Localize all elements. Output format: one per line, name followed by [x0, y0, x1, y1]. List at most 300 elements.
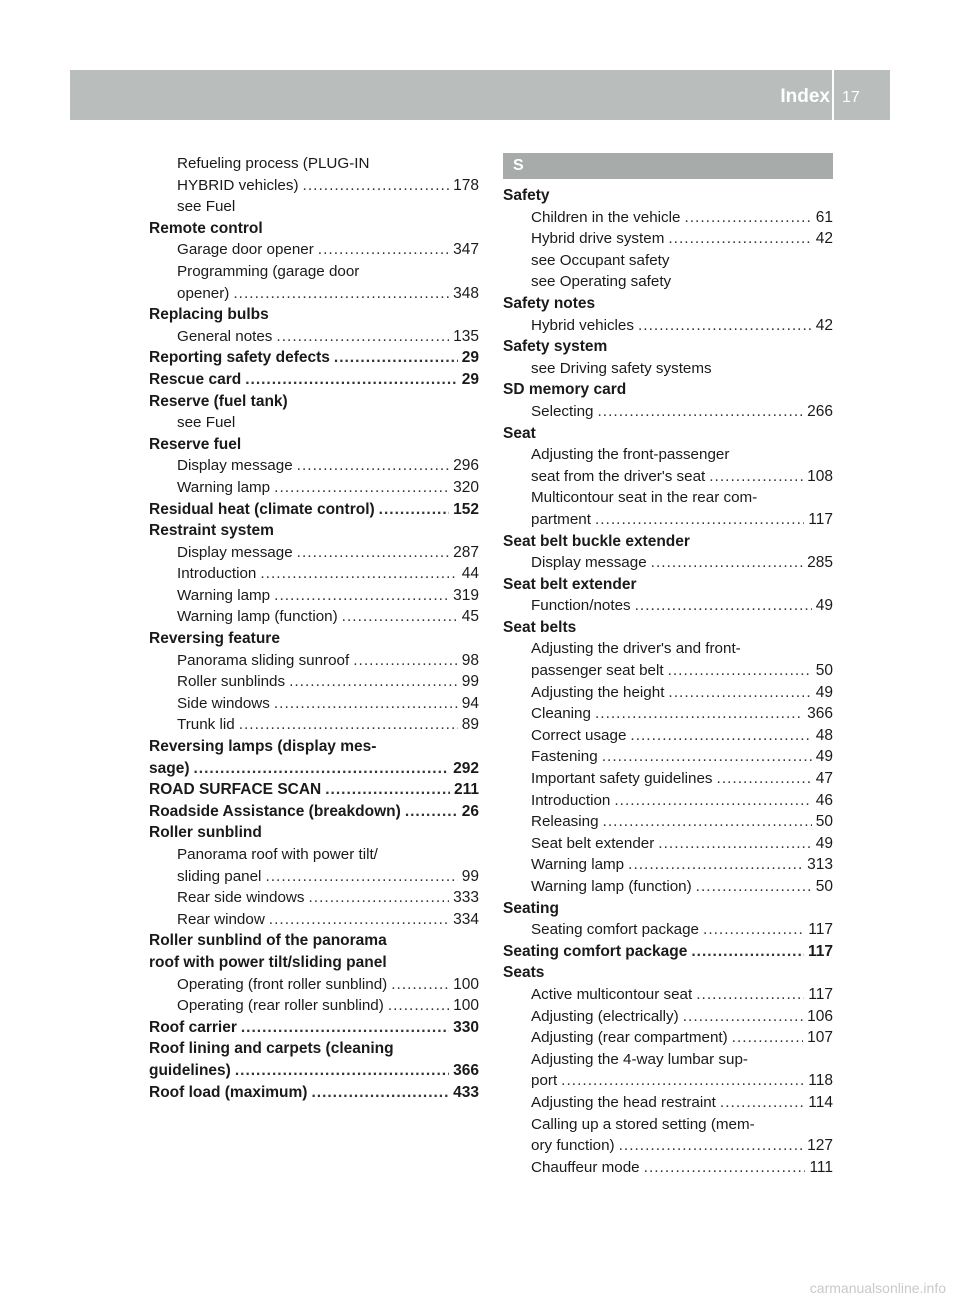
leader-dots: [696, 876, 812, 898]
leader-dots: [696, 984, 804, 1006]
leader-dots: [668, 228, 811, 250]
entry-text: Cleaning: [531, 705, 591, 723]
entry-page-number: 320: [453, 478, 479, 496]
entry-text: Seating comfort package: [531, 921, 700, 939]
entry-page-number: 89: [461, 716, 479, 734]
index-subentry: [149, 671, 479, 693]
leader-dots: [638, 315, 812, 337]
entry-page-number: 50: [815, 662, 833, 680]
leader-dots: [274, 585, 449, 607]
index-subentry: [503, 811, 833, 833]
leader-dots: [269, 909, 449, 931]
index-subentry: [149, 261, 479, 283]
leader-dots: [245, 369, 458, 391]
index-subentry: [503, 358, 833, 380]
entry-text: Rescue card: [149, 370, 242, 388]
entry-text: seat from the driver's seat: [531, 467, 706, 485]
entry-text: guidelines): [149, 1061, 231, 1079]
leader-dots: [194, 758, 450, 780]
entry-page-number: 330: [453, 1018, 479, 1036]
entry-text: ory function): [531, 1137, 615, 1155]
entry-text: Adjusting (electrically): [531, 1007, 679, 1025]
leader-dots: [683, 1006, 803, 1028]
entry-page-number: 99: [461, 673, 479, 691]
index-subentry: [503, 1006, 833, 1028]
index-subentry: [503, 790, 833, 812]
leader-dots: [388, 995, 449, 1017]
entry-page-number: 117: [808, 921, 833, 939]
index-heading: [149, 520, 479, 542]
leader-dots: [703, 919, 804, 941]
entry-text: Adjusting the driver's and front-: [531, 640, 741, 658]
index-subentry: [503, 1049, 833, 1071]
index-subentry: [149, 542, 479, 564]
entry-text: Adjusting the head restraint: [531, 1093, 716, 1111]
entry-text: General notes: [177, 327, 273, 345]
entry-page-number: 29: [461, 370, 479, 388]
entry-page-number: 49: [815, 597, 833, 615]
leader-dots: [668, 660, 812, 682]
entry-text: Rear window: [177, 910, 265, 928]
entry-page-number: 366: [453, 1061, 479, 1079]
entry-page-number: 108: [807, 467, 833, 485]
entry-text: see Fuel: [177, 414, 236, 432]
index-subentry: [149, 693, 479, 715]
entry-text: sliding panel: [177, 867, 262, 885]
index-heading: [149, 1060, 479, 1082]
entry-text: Function/notes: [531, 597, 631, 615]
index-subentry: [503, 552, 833, 574]
index-heading: [503, 962, 833, 984]
leader-dots: [720, 1092, 804, 1114]
entry-page-number: 94: [461, 694, 479, 712]
entry-page-number: 47: [815, 770, 833, 788]
leader-dots: [619, 1135, 804, 1157]
entry-text: Garage door opener: [177, 241, 314, 259]
index-heading: [149, 391, 479, 413]
entry-text: Adjusting the 4-way lumbar sup-: [531, 1050, 748, 1068]
entry-page-number: 348: [453, 284, 479, 302]
entry-page-number: 50: [815, 878, 833, 895]
entry-page-number: 49: [815, 748, 833, 766]
entry-page-number: 292: [453, 759, 479, 777]
leader-dots: [265, 866, 457, 888]
entry-text: Seating: [503, 899, 559, 917]
entry-page-number: 313: [807, 856, 833, 874]
index-subentry: [149, 412, 479, 434]
entry-text: Children in the vehicle: [531, 208, 681, 226]
entry-text: Warning lamp: [177, 586, 271, 604]
leader-dots: [644, 1157, 806, 1179]
entry-text: Programming (garage door: [177, 262, 360, 280]
index-heading: [503, 423, 833, 445]
leader-dots: [668, 682, 811, 704]
index-subentry: [503, 1157, 833, 1179]
leader-dots: [334, 347, 458, 369]
entry-page-number: 114: [808, 1093, 833, 1111]
leader-dots: [353, 650, 458, 672]
entry-page-number: 347: [453, 241, 479, 259]
entry-page-number: 117: [807, 942, 833, 960]
entry-page-number: 117: [808, 510, 833, 528]
index-subentry: [503, 876, 833, 898]
leader-dots: [274, 477, 449, 499]
entry-page-number: 178: [453, 176, 479, 194]
entry-text: Display message: [177, 543, 293, 561]
entry-text: Reversing feature: [149, 630, 280, 648]
entry-page-number: 48: [815, 726, 833, 744]
index-subentry: [503, 1027, 833, 1049]
index-subentry: [503, 725, 833, 747]
header-divider: [832, 70, 834, 120]
leader-dots: [595, 703, 803, 725]
index-heading: [503, 185, 833, 207]
entry-text: Seat: [503, 424, 536, 442]
leader-dots: [260, 563, 457, 585]
entry-page-number: 111: [809, 1158, 833, 1176]
index-heading: [149, 1038, 479, 1060]
index-heading: [149, 347, 479, 369]
entry-text: see Operating safety: [531, 273, 672, 291]
entry-page-number: 98: [461, 651, 479, 669]
entry-text: Display message: [177, 457, 293, 475]
index-heading: [503, 898, 833, 920]
entry-text: see Fuel: [177, 198, 236, 216]
entry-page-number: 49: [815, 834, 833, 852]
entry-text: Seat belts: [503, 618, 577, 636]
leader-dots: [308, 887, 449, 909]
entry-text: passenger seat belt: [531, 662, 664, 680]
leader-dots: [325, 779, 450, 801]
entry-page-number: 99: [461, 867, 479, 885]
index-subentry: [503, 595, 833, 617]
entry-page-number: 118: [808, 1072, 833, 1090]
entry-text: Roller sunblind of the panorama: [149, 932, 387, 950]
entry-text: Reserve (fuel tank): [149, 392, 288, 410]
entry-text: Hybrid vehicles: [531, 316, 634, 334]
entry-text: Panorama sliding sunroof: [177, 651, 350, 669]
index-subentry: [149, 606, 479, 628]
entry-page-number: 100: [453, 975, 479, 993]
leader-dots: [561, 1070, 804, 1092]
leader-dots: [630, 725, 811, 747]
entry-page-number: 135: [453, 327, 479, 345]
index-heading: [503, 574, 833, 596]
entry-text: HYBRID vehicles): [177, 176, 299, 194]
index-subentry: [503, 854, 833, 876]
index-heading: [149, 628, 479, 650]
index-heading: [149, 779, 479, 801]
entry-text: ROAD SURFACE SCAN: [149, 781, 322, 799]
index-heading: [503, 531, 833, 553]
leader-dots: [274, 693, 458, 715]
index-heading: [149, 758, 479, 780]
leader-dots: [233, 283, 449, 305]
leader-dots: [297, 542, 449, 564]
leader-dots: [405, 801, 458, 823]
entry-text: Important safety guidelines: [531, 770, 713, 788]
entry-text: Adjusting (rear compartment): [531, 1029, 728, 1047]
index-subentry: [149, 477, 479, 499]
index-heading: [149, 822, 479, 844]
entry-page-number: 46: [815, 791, 833, 809]
entry-text: partment: [531, 510, 591, 528]
entry-text: Display message: [531, 554, 647, 572]
leader-dots: [239, 714, 458, 736]
index-subentry: [149, 995, 479, 1017]
entry-text: Hybrid drive system: [531, 230, 665, 248]
leader-dots: [717, 768, 812, 790]
entry-page-number: 266: [807, 402, 833, 420]
entry-page-number: 107: [807, 1029, 833, 1047]
entry-page-number: 127: [807, 1137, 833, 1155]
entry-page-number: 285: [807, 554, 833, 572]
index-subentry: [503, 444, 833, 466]
leader-dots: [342, 606, 458, 628]
index-subentry: [149, 563, 479, 585]
entry-page-number: 49: [815, 683, 833, 701]
index-column-left: [149, 153, 479, 1103]
entry-text: Safety system: [503, 338, 608, 356]
index-subentry: [149, 239, 479, 261]
entry-page-number: 29: [461, 349, 479, 367]
index-heading: [503, 379, 833, 401]
index-subentry: [149, 650, 479, 672]
index-heading: [149, 736, 479, 758]
entry-text: Restraint system: [149, 522, 274, 540]
index-subentry: [149, 714, 479, 736]
entry-text: see Driving safety systems: [531, 359, 712, 377]
entry-text: Warning lamp: [177, 478, 271, 496]
index-heading: [149, 952, 479, 974]
leader-dots: [597, 401, 803, 423]
leader-dots: [658, 833, 811, 855]
entry-text: SD memory card: [503, 381, 627, 399]
entry-text: Refueling process (PLUG-IN: [177, 155, 370, 172]
leader-dots: [651, 552, 803, 574]
entry-text: Reporting safety defects: [149, 349, 330, 367]
entry-text: Seat belt extender: [503, 575, 637, 593]
index-subentry: [149, 974, 479, 996]
entry-text: Adjusting the front-passenger: [531, 446, 730, 464]
index-subentry: [149, 909, 479, 931]
entry-text: Seats: [503, 964, 545, 982]
index-subentry: [503, 638, 833, 660]
entry-page-number: 211: [453, 781, 479, 799]
index-subentry: [503, 660, 833, 682]
index-heading: [149, 218, 479, 240]
entry-text: Safety: [503, 187, 550, 204]
index-subentry: [503, 1092, 833, 1114]
index-subentry: [149, 866, 479, 888]
entry-page-number: 106: [807, 1007, 833, 1025]
index-subentry: [503, 1070, 833, 1092]
leader-dots: [318, 239, 449, 261]
entry-text: Remote control: [149, 219, 263, 237]
entry-text: Chauffeur mode: [531, 1158, 640, 1176]
entry-text: Rear side windows: [177, 889, 305, 907]
entry-text: Introduction: [177, 565, 257, 583]
index-subentry: [503, 250, 833, 272]
index-heading: [149, 369, 479, 391]
watermark: carmanualsonline.info: [809, 1280, 946, 1296]
leader-dots: [595, 509, 804, 531]
index-heading: [503, 336, 833, 358]
leader-dots: [684, 207, 811, 229]
leader-dots: [614, 790, 811, 812]
entry-text: Roller sunblinds: [177, 673, 286, 691]
entry-text: Residual heat (climate control): [149, 500, 375, 518]
entry-text: sage): [149, 759, 190, 777]
entry-page-number: 433: [453, 1083, 479, 1101]
index-subentry: [149, 455, 479, 477]
entry-text: Correct usage: [531, 726, 627, 744]
index-heading: [149, 1017, 479, 1039]
index-heading: [149, 930, 479, 952]
entry-text: Seating comfort package: [503, 942, 688, 960]
leader-dots: [276, 326, 449, 348]
entry-text: Side windows: [177, 694, 270, 712]
index-subentry: [503, 1114, 833, 1136]
entry-text: see Occupant safety: [531, 251, 670, 269]
entry-text: Calling up a stored setting (mem-: [531, 1115, 755, 1133]
entry-text: Active multicontour seat: [531, 985, 693, 1003]
leader-dots: [235, 1060, 449, 1082]
leader-dots: [603, 811, 812, 833]
entry-page-number: 334: [453, 910, 479, 928]
entry-text: Seat belt buckle extender: [503, 532, 690, 550]
entry-page-number: 152: [453, 500, 479, 518]
leader-dots: [709, 466, 803, 488]
section-letter-bar: S: [503, 153, 833, 179]
index-heading: [149, 499, 479, 521]
leader-dots: [732, 1027, 803, 1049]
entry-page-number: 319: [453, 586, 479, 604]
leader-dots: [602, 746, 812, 768]
index-subentry: [503, 228, 833, 250]
leader-dots: [297, 455, 449, 477]
index-heading: [149, 304, 479, 326]
entry-text: Warning lamp (function): [177, 608, 338, 626]
page-title: Index: [780, 86, 830, 107]
entry-page-number: 42: [815, 230, 833, 248]
entry-text: Reserve fuel: [149, 435, 242, 453]
index-subentry: [503, 703, 833, 725]
index-subentry: [503, 487, 833, 509]
index-subentry: [149, 153, 479, 175]
entry-text: Trunk lid: [177, 716, 235, 734]
index-subentry: [149, 283, 479, 305]
index-heading: [149, 801, 479, 823]
leader-dots: [379, 499, 449, 521]
leader-dots: [289, 671, 458, 693]
entry-page-number: 61: [815, 208, 833, 226]
entry-text: Selecting: [531, 402, 594, 420]
index-subentry: [503, 682, 833, 704]
entry-text: Operating (rear roller sunblind): [177, 997, 384, 1015]
entry-text: Releasing: [531, 813, 599, 831]
index-subentry: [503, 207, 833, 229]
leader-dots: [241, 1017, 449, 1039]
leader-dots: [691, 941, 804, 963]
index-subentry: [503, 466, 833, 488]
index-subentry: [503, 768, 833, 790]
entry-text: Adjusting the height: [531, 683, 665, 701]
index-subentry: [149, 326, 479, 348]
index-subentry: [149, 196, 479, 218]
index-heading: [149, 434, 479, 456]
index-subentry: [503, 919, 833, 941]
index-column-right: [503, 153, 833, 1178]
index-subentry: [503, 509, 833, 531]
index-heading: [503, 941, 833, 963]
entry-text: Roof lining and carpets (cleaning: [149, 1040, 394, 1058]
entry-page-number: 45: [461, 608, 479, 626]
entry-text: Panorama roof with power tilt/: [177, 846, 378, 863]
entry-text: Reversing lamps (display mes-: [149, 738, 377, 756]
entry-text: Warning lamp: [531, 856, 625, 874]
entry-page-number: 366: [807, 705, 833, 723]
entry-text: Replacing bulbs: [149, 306, 269, 324]
entry-text: roof with power tilt/sliding panel: [149, 953, 387, 971]
index-subentry: [503, 746, 833, 768]
leader-dots: [628, 854, 803, 876]
entry-page-number: 50: [815, 813, 833, 831]
entry-text: Roadside Assistance (breakdown): [149, 802, 401, 820]
entry-page-number: 26: [461, 802, 479, 820]
leader-dots: [391, 974, 449, 996]
entry-text: Roof load (maximum): [149, 1083, 308, 1101]
entry-text: port: [531, 1072, 558, 1090]
entry-text: Safety notes: [503, 294, 596, 312]
leader-dots: [635, 595, 812, 617]
index-subentry: [503, 401, 833, 423]
entry-page-number: 117: [808, 985, 833, 1003]
index-subentry: [149, 844, 479, 866]
entry-page-number: 44: [461, 565, 479, 583]
entry-text: Multicontour seat in the rear com-: [531, 489, 758, 507]
entry-text: Fastening: [531, 748, 598, 766]
entry-text: Roof carrier: [149, 1018, 237, 1036]
entry-page-number: 42: [815, 316, 833, 334]
leader-dots: [303, 175, 450, 197]
entry-page-number: 100: [453, 997, 479, 1015]
entry-text: Roller sunblind: [149, 824, 262, 842]
index-subentry: [503, 1135, 833, 1157]
index-heading: [503, 293, 833, 315]
entry-text: Seat belt extender: [531, 834, 655, 852]
entry-page-number: 287: [453, 543, 479, 561]
entry-text: Warning lamp (function): [531, 878, 692, 895]
index-subentry: [149, 887, 479, 909]
index-subentry: [503, 315, 833, 337]
page-number: 17: [842, 89, 860, 106]
index-subentry: [503, 833, 833, 855]
entry-page-number: 296: [453, 457, 479, 475]
index-heading: [149, 1082, 479, 1104]
entry-text: opener): [177, 284, 230, 302]
index-entries-right: [503, 185, 833, 1178]
leader-dots: [311, 1082, 449, 1104]
entry-page-number: 333: [453, 889, 479, 907]
entry-text: Introduction: [531, 791, 611, 809]
index-subentry: [503, 984, 833, 1006]
index-subentry: [149, 175, 479, 197]
entry-text: Operating (front roller sunblind): [177, 975, 388, 993]
index-subentry: [503, 271, 833, 293]
index-subentry: [149, 585, 479, 607]
index-heading: [503, 617, 833, 639]
